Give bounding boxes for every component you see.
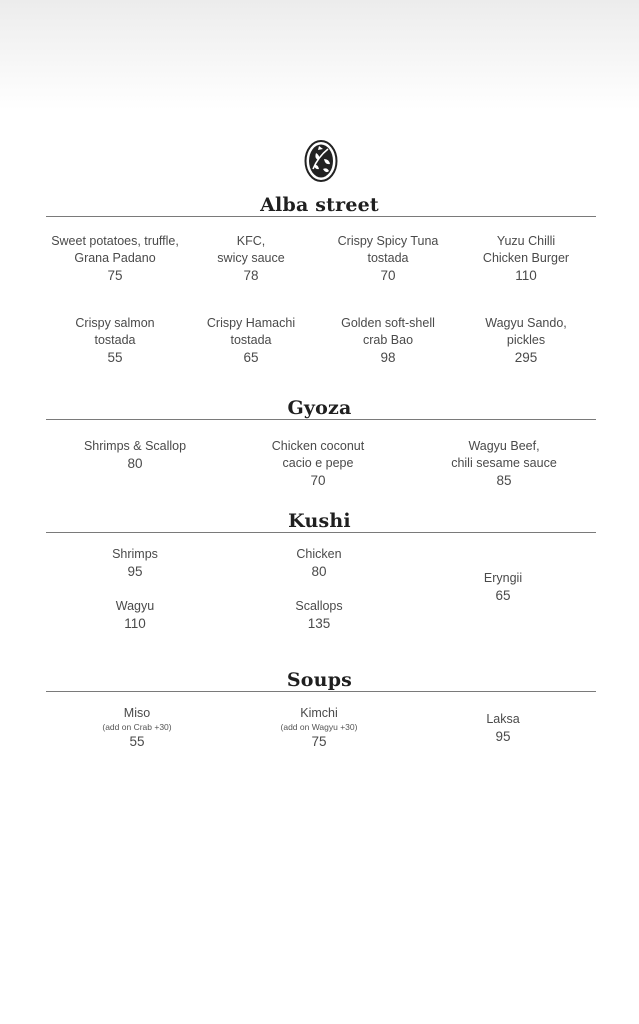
item-name-line: tostada bbox=[230, 333, 272, 347]
item-name-line: tostada bbox=[94, 333, 136, 347]
item-name-line: Grana Padano bbox=[74, 251, 156, 265]
item-name-line: Shrimps & Scallop bbox=[83, 439, 187, 453]
menu-item bbox=[243, 438, 393, 489]
menu-item bbox=[259, 705, 379, 750]
item-name-line: chili sesame sauce bbox=[451, 456, 557, 470]
menu-item bbox=[45, 233, 185, 284]
section-divider bbox=[46, 691, 596, 692]
item-name-line: Laksa bbox=[486, 712, 520, 726]
section-divider bbox=[46, 532, 596, 533]
item-price: 98 bbox=[380, 350, 396, 365]
section-title-soups: Soups bbox=[286, 669, 353, 691]
menu-item bbox=[318, 233, 458, 284]
item-price: 75 bbox=[311, 734, 327, 749]
item-price: 80 bbox=[311, 564, 327, 579]
section-title-gyoza: Gyoza bbox=[287, 397, 352, 419]
top-shade bbox=[0, 0, 639, 110]
item-name-line: crab Bao bbox=[362, 333, 414, 347]
item-name-line: pickles bbox=[506, 333, 546, 347]
item-price: 65 bbox=[495, 588, 511, 603]
item-name-line: Wagyu bbox=[115, 599, 155, 613]
leaf-emblem-icon bbox=[304, 139, 338, 183]
item-name-line: Yuzu Chilli bbox=[496, 234, 556, 248]
item-price: 95 bbox=[127, 564, 143, 579]
menu-item bbox=[77, 705, 197, 750]
menu-item bbox=[181, 315, 321, 366]
section-divider bbox=[46, 419, 596, 420]
section-title-alba-street: Alba street bbox=[260, 194, 379, 216]
item-price: 70 bbox=[380, 268, 396, 283]
menu-item bbox=[456, 233, 596, 284]
menu-item bbox=[443, 711, 563, 745]
item-price: 78 bbox=[243, 268, 259, 283]
section-divider bbox=[46, 216, 596, 217]
item-name-line: Crispy salmon bbox=[75, 316, 155, 330]
item-name-line: Eryngii bbox=[483, 571, 523, 585]
menu-item bbox=[45, 315, 185, 366]
item-price: 110 bbox=[124, 616, 146, 631]
item-addon-note: (add on Wagyu +30) bbox=[280, 722, 358, 732]
menu-item bbox=[259, 546, 379, 580]
item-name-line: Sweet potatoes, truffle, bbox=[51, 234, 179, 248]
section-title-kushi: Kushi bbox=[288, 510, 351, 532]
menu-item bbox=[318, 315, 458, 366]
item-name-line: Chicken coconut bbox=[271, 439, 365, 453]
menu-item bbox=[75, 598, 195, 632]
item-price: 80 bbox=[127, 456, 143, 471]
item-price: 65 bbox=[243, 350, 259, 365]
item-name-line: Scallops bbox=[295, 599, 343, 613]
menu-item bbox=[181, 233, 321, 284]
item-price: 135 bbox=[307, 616, 331, 631]
item-name-line: Golden soft-shell bbox=[341, 316, 435, 330]
item-price: 70 bbox=[310, 473, 326, 488]
item-name-line: Wagyu Sando, bbox=[485, 316, 567, 330]
item-price: 110 bbox=[515, 268, 537, 283]
menu-item bbox=[456, 315, 596, 366]
item-name-line: Chicken Burger bbox=[482, 251, 570, 265]
item-addon-note: (add on Crab +30) bbox=[102, 722, 172, 732]
item-name-line: swicy sauce bbox=[217, 251, 285, 265]
item-price: 55 bbox=[107, 350, 123, 365]
item-name-line: Crispy Spicy Tuna bbox=[337, 234, 439, 248]
item-name-line: Crispy Hamachi bbox=[206, 316, 296, 330]
item-name-line: Miso bbox=[123, 706, 151, 720]
item-price: 95 bbox=[495, 729, 511, 744]
item-name-line: Chicken bbox=[296, 547, 342, 561]
item-name-line: Shrimps bbox=[112, 547, 158, 561]
menu-item bbox=[75, 546, 195, 580]
menu-item bbox=[60, 438, 210, 472]
item-name-line: Wagyu Beef, bbox=[468, 439, 540, 453]
item-price: 85 bbox=[496, 473, 512, 488]
item-price: 55 bbox=[129, 734, 145, 749]
item-price: 295 bbox=[514, 350, 538, 365]
item-name-line: KFC, bbox=[236, 234, 266, 248]
menu-item bbox=[259, 598, 379, 632]
item-name-line: cacio e pepe bbox=[282, 456, 354, 470]
item-name-line: Kimchi bbox=[300, 706, 338, 720]
menu-item bbox=[429, 438, 579, 489]
item-name-line: tostada bbox=[367, 251, 409, 265]
item-price: 75 bbox=[107, 268, 123, 283]
menu-item bbox=[443, 570, 563, 604]
